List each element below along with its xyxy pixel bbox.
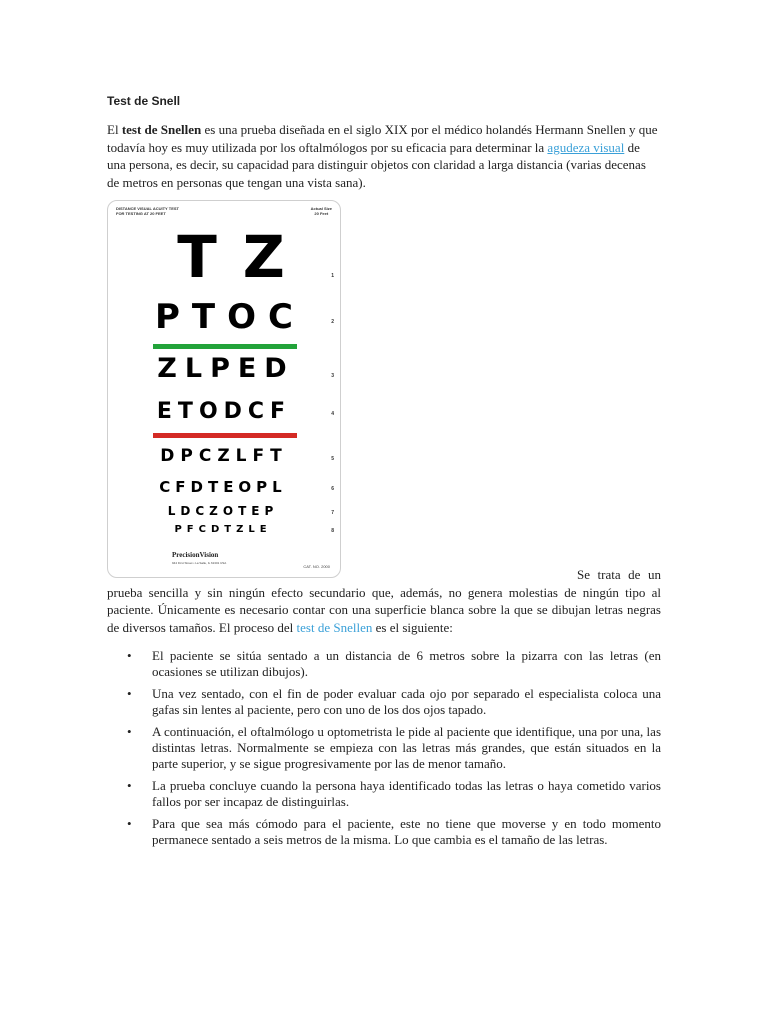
chart-row-7: LDCZOTEP: [167, 504, 279, 518]
row-number-6: 6: [331, 486, 334, 492]
intro-text-2: es una prueba diseñada en el siglo XIX por el médico holandés Hermann Snellen y que todavía hoy es muy utilizada por los oftalmólogos por su eficacia para determinar la: [107, 122, 658, 155]
list-item: • Para que sea más cómodo para el paciente, este no tiene que moverse y en todo momento permanece sentado a seis metros de la misma. Lo que cambia es el tamaño de las letras.: [107, 816, 661, 849]
process-text-1: Se trata de un prueba sencilla y sin ningún efecto secundario que, además, no genera molestias de ningún tipo al paciente. Únicamente es necesario contar con una superficie blanca sobre la que se dibujan letras negras de diversos tamaños. El proceso del: [107, 567, 661, 635]
process-paragraph: [107, 566, 661, 636]
precision-vision-logo: PrecisionVision: [172, 551, 219, 559]
row-number-4: 4: [331, 411, 334, 417]
chart-row-3: ZLPED: [157, 353, 295, 384]
test-snellen-link[interactable]: test de Snellen: [296, 619, 373, 635]
page-title: Test de Snell: [107, 94, 181, 108]
intro-text-3: de una persona, es decir, su capacidad para distinguir objetos con claridad a larga distancia (varias decenas de metros en personas que tengan una vista sana).: [107, 139, 646, 190]
list-item: • A continuación, el oftalmólogo u optometrista le pide al paciente que identifique, una por una, las distintas letras. Normalmente se empieza con las letras más grandes, que están situados en la parte superior, y se sigue progresivamente por las de menor tamaño.: [107, 724, 661, 773]
list-item: • La prueba concluye cuando la persona haya identificado todas las letras o haya cometido varios fallos por ser incapaz de distinguirlas.: [107, 778, 661, 811]
row-number-5: 5: [331, 456, 334, 462]
list-item: • Una vez sentado, con el fin de poder evaluar cada ojo por separado el especialista coloca una gafas sin lentes al paciente, pero con uno de los dos ojos tapado.: [107, 686, 661, 719]
row-number-1: 1: [331, 273, 334, 279]
chart-row-4: ETODCF: [156, 399, 292, 424]
row-number-7: 7: [331, 510, 334, 516]
catalog-number: CAT. NO. 2000: [303, 564, 330, 569]
process-text-2: es el siguiente:: [372, 619, 453, 635]
steps-list: [107, 648, 661, 853]
chart-row-5: DPCZLFT: [160, 446, 288, 466]
chart-footer: 944 First Street • La Salle, IL 61301 USA: [172, 561, 227, 565]
chart-row-6: CFDTEOPL: [159, 478, 287, 496]
row-number-2: 2: [331, 319, 334, 325]
intro-text-1: El: [107, 122, 122, 137]
row-number-8: 8: [331, 528, 334, 534]
chart-header-left: DISTANCE VISUAL ACUITY TEST FOR TESTING AT 20 FEET: [116, 206, 179, 216]
row-number-3: 3: [331, 373, 334, 379]
snellen-chart-image: [107, 200, 341, 578]
chart-row-8: PFCDTZLE: [174, 524, 272, 535]
red-line: [153, 433, 297, 438]
intro-bold-term: test de Snellen: [121, 122, 202, 137]
intro-paragraph: [107, 121, 661, 191]
list-item: • El paciente se sitúa sentado a un distancia de 6 metros sobre la pizarra con las letras (en ocasiones se utilizan dibujos).: [107, 648, 661, 681]
chart-header-right: Actual Size 20 Feet: [310, 206, 332, 216]
green-line: [153, 344, 297, 349]
chart-row-1: TZ: [177, 223, 311, 291]
chart-row-2: PTOC: [155, 297, 305, 337]
agudeza-visual-link[interactable]: agudeza visual: [547, 139, 625, 155]
